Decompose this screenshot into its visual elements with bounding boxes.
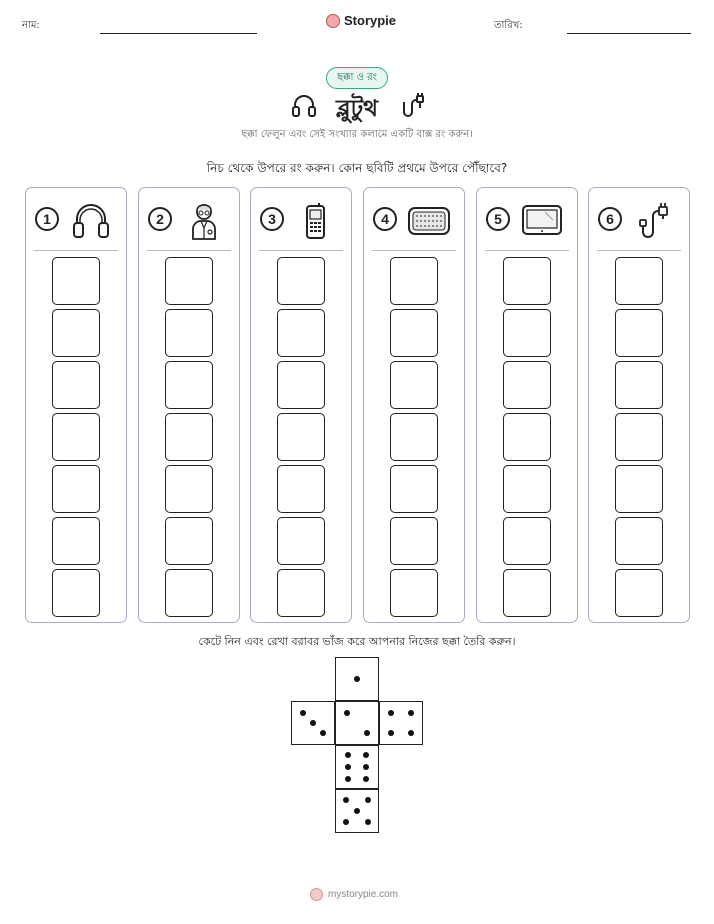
column-divider: [259, 250, 343, 251]
pip: [345, 776, 351, 782]
pip: [388, 730, 394, 736]
dice-face-1: [335, 657, 379, 701]
column-number: 6: [598, 207, 622, 231]
color-box[interactable]: [277, 257, 325, 305]
column-divider: [34, 250, 118, 251]
pip: [345, 752, 351, 758]
column-4: [363, 187, 465, 623]
charging-cable-icon: [633, 202, 675, 240]
activity-badge: ছক্কা ও রং: [326, 67, 388, 89]
pip: [408, 710, 414, 716]
dice-face-4: [379, 701, 423, 745]
color-box[interactable]: [390, 465, 438, 513]
color-box[interactable]: [52, 569, 100, 617]
color-box[interactable]: [52, 413, 100, 461]
pip: [300, 710, 306, 716]
storypie-mascot-icon: [326, 14, 340, 28]
brand-name: Storypie: [344, 13, 397, 28]
headphones-icon: [70, 202, 112, 240]
color-box[interactable]: [52, 361, 100, 409]
column-header: [477, 202, 577, 242]
color-box[interactable]: [277, 361, 325, 409]
color-box[interactable]: [277, 413, 325, 461]
column-number: 3: [260, 207, 284, 231]
column-divider: [597, 250, 681, 251]
pip: [354, 808, 360, 814]
color-box[interactable]: [390, 361, 438, 409]
pip: [354, 676, 360, 682]
pip: [363, 752, 369, 758]
column-header: [251, 202, 351, 242]
color-box[interactable]: [503, 309, 551, 357]
pip: [408, 730, 414, 736]
doctor-icon: [183, 202, 225, 240]
pip: [365, 797, 371, 803]
charging-cable-icon: [398, 92, 426, 120]
dice-face-2: [335, 701, 379, 745]
column-number: 5: [486, 207, 510, 231]
color-box[interactable]: [52, 257, 100, 305]
column-header: [26, 202, 126, 242]
storypie-mascot-icon: [310, 888, 323, 901]
page-title: ব্লুটুথ: [335, 96, 379, 122]
pip: [343, 797, 349, 803]
date-line[interactable]: [567, 33, 691, 34]
color-box[interactable]: [615, 361, 663, 409]
color-box[interactable]: [165, 309, 213, 357]
color-box[interactable]: [165, 465, 213, 513]
pip: [364, 730, 370, 736]
pip: [343, 819, 349, 825]
column-header: [139, 202, 239, 242]
cut-instruction: কেটে নিন এবং রেখা বরাবর ভাঁজ করে আপনার নিজের ছক্কা তৈরি করুন।: [198, 635, 516, 648]
column-number: 2: [148, 207, 172, 231]
color-box[interactable]: [615, 517, 663, 565]
pip: [344, 710, 350, 716]
date-label: তারিখ:: [494, 20, 523, 31]
pip: [365, 819, 371, 825]
dice-face-6: [335, 745, 379, 789]
brand-logo: [326, 13, 396, 28]
color-box[interactable]: [390, 569, 438, 617]
tablet-icon: [521, 202, 563, 240]
column-number: 1: [35, 207, 59, 231]
color-box[interactable]: [503, 517, 551, 565]
headphones-icon: [290, 92, 318, 120]
column-header: [364, 202, 464, 242]
color-box[interactable]: [503, 413, 551, 461]
column-5: [476, 187, 578, 623]
color-box[interactable]: [52, 465, 100, 513]
color-box[interactable]: [390, 257, 438, 305]
column-2: [138, 187, 240, 623]
color-box[interactable]: [277, 569, 325, 617]
color-box[interactable]: [165, 361, 213, 409]
name-line[interactable]: [100, 33, 257, 34]
color-box[interactable]: [390, 413, 438, 461]
color-box[interactable]: [615, 257, 663, 305]
color-box[interactable]: [503, 465, 551, 513]
color-box[interactable]: [165, 413, 213, 461]
column-3: [250, 187, 352, 623]
mobile-phone-icon: [295, 202, 337, 240]
color-box[interactable]: [503, 361, 551, 409]
color-box[interactable]: [52, 517, 100, 565]
color-box[interactable]: [615, 465, 663, 513]
pip: [363, 764, 369, 770]
subtitle: ছক্কা ফেলুন এবং সেই সংখ্যার কলামে একটি বাক্স রং করুন।: [241, 129, 473, 140]
color-box[interactable]: [277, 465, 325, 513]
column-divider: [372, 250, 456, 251]
color-box[interactable]: [165, 569, 213, 617]
pip: [363, 776, 369, 782]
column-divider: [485, 250, 569, 251]
footer: [310, 888, 398, 901]
instruction: নিচ থেকে উপরে রং করুন। কোন ছবিটি প্রথমে উপরে পৌঁছাবে?: [206, 161, 508, 175]
pip: [345, 764, 351, 770]
color-box[interactable]: [615, 309, 663, 357]
dice-face-3: [291, 701, 335, 745]
color-box[interactable]: [615, 413, 663, 461]
pip: [310, 720, 316, 726]
color-box[interactable]: [165, 517, 213, 565]
column-6: [588, 187, 690, 623]
name-label: নাম:: [22, 20, 40, 31]
column-header: [589, 202, 689, 242]
color-box[interactable]: [615, 569, 663, 617]
color-box[interactable]: [277, 517, 325, 565]
column-divider: [147, 250, 231, 251]
column-1: [25, 187, 127, 623]
color-box[interactable]: [52, 309, 100, 357]
title-row: [0, 90, 714, 122]
pip: [388, 710, 394, 716]
color-box[interactable]: [390, 309, 438, 357]
color-box[interactable]: [503, 569, 551, 617]
color-box[interactable]: [503, 257, 551, 305]
color-box[interactable]: [390, 517, 438, 565]
pip: [320, 730, 326, 736]
dice-face-5: [335, 789, 379, 833]
color-box[interactable]: [165, 257, 213, 305]
speaker-icon: [408, 202, 450, 240]
column-number: 4: [373, 207, 397, 231]
color-box[interactable]: [277, 309, 325, 357]
footer-url[interactable]: mystorypie.com: [328, 889, 399, 900]
